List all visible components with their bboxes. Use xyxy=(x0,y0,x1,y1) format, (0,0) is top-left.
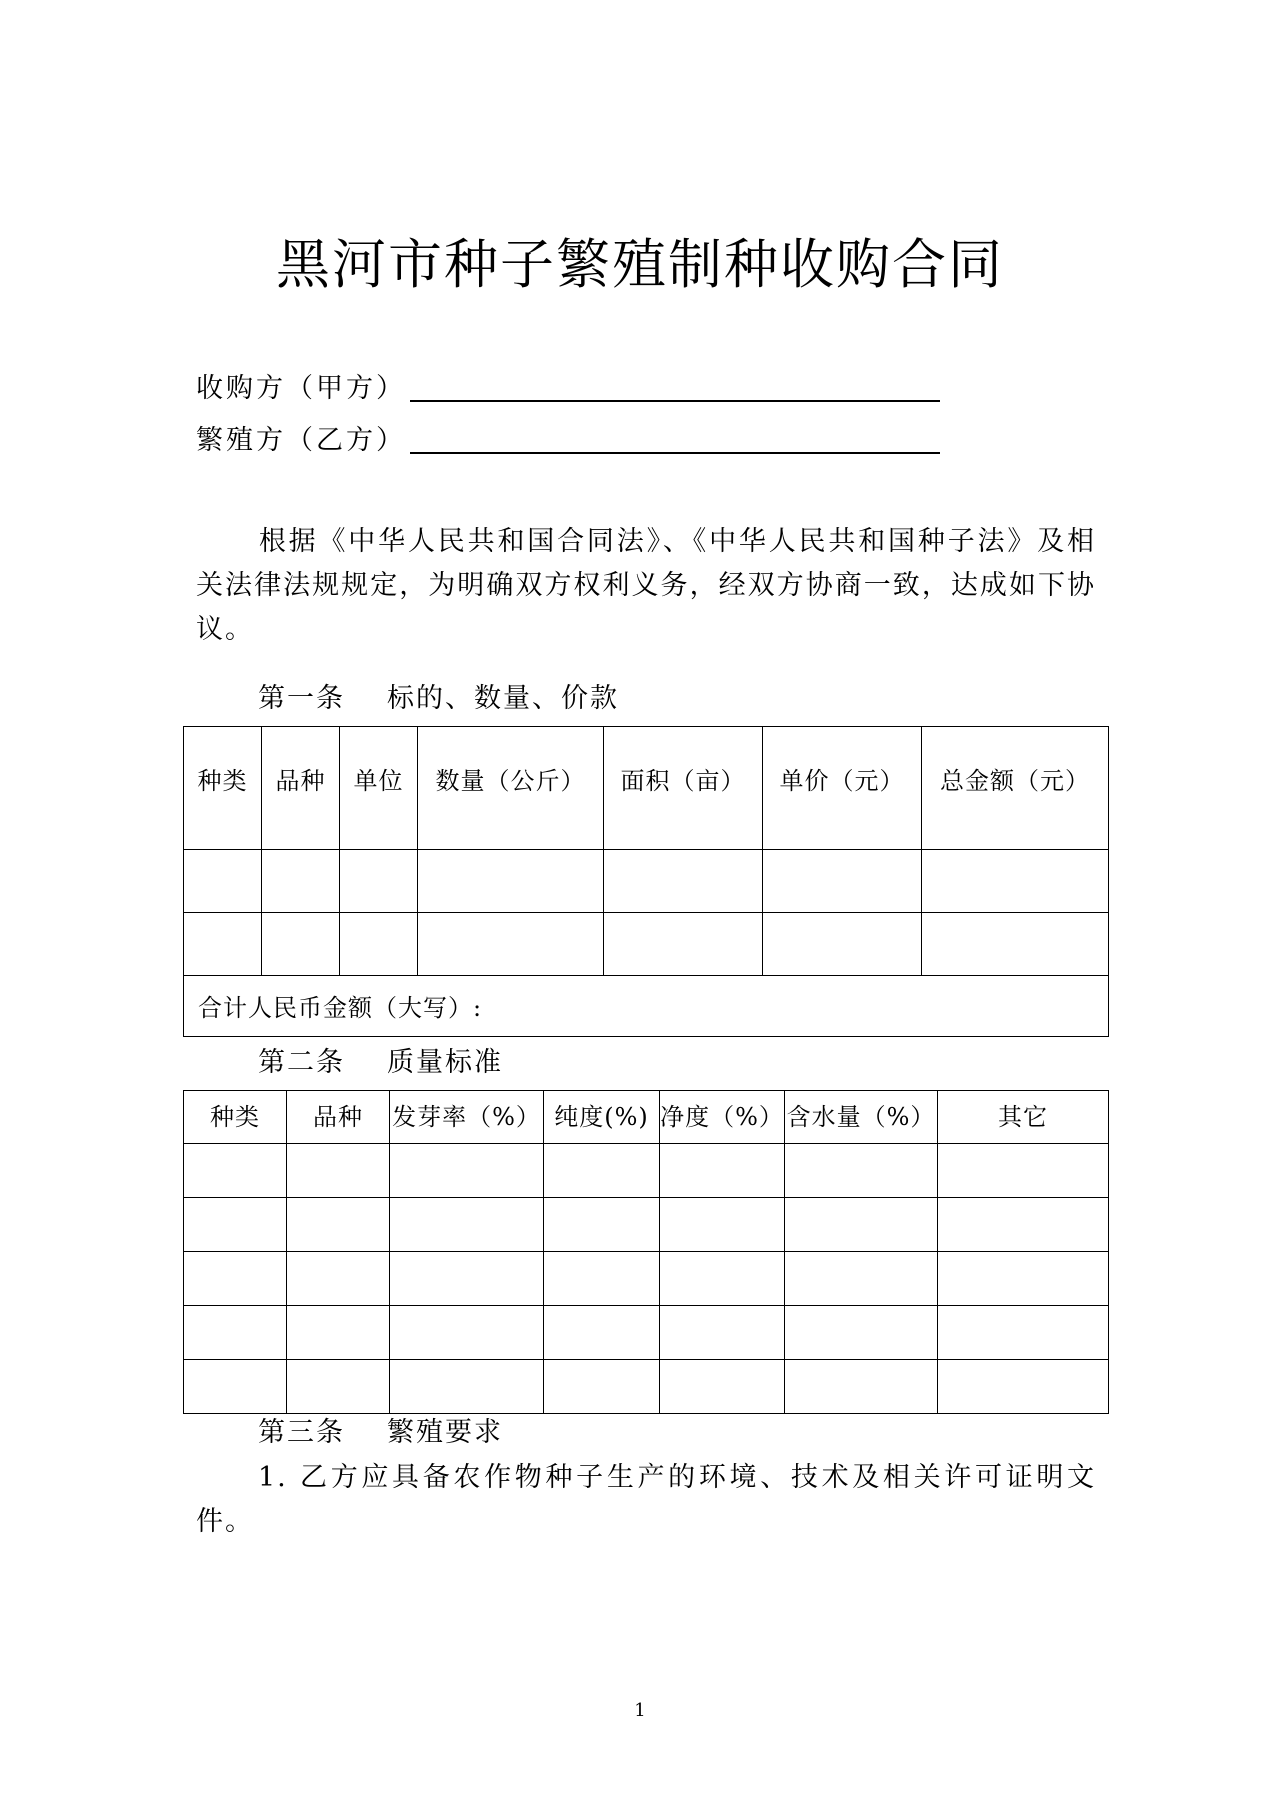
table-cell[interactable] xyxy=(660,1252,785,1306)
table-header-cell: 含水量（%） xyxy=(785,1091,938,1144)
table-cell[interactable] xyxy=(938,1144,1109,1198)
table-cell[interactable] xyxy=(938,1306,1109,1360)
table-cell[interactable] xyxy=(287,1360,390,1414)
total-amount-cell[interactable]: 合计人民币金额（大写）: xyxy=(184,976,1109,1037)
table-cell[interactable] xyxy=(287,1252,390,1306)
article-1-number: 第一条 xyxy=(258,683,345,714)
table-header-cell: 数量（公斤） xyxy=(418,727,604,850)
party-b-blank[interactable] xyxy=(410,452,940,454)
table-header-cell: 净度（%） xyxy=(660,1091,785,1144)
table-cell[interactable] xyxy=(785,1306,938,1360)
table-cell[interactable] xyxy=(287,1198,390,1252)
preamble-paragraph xyxy=(196,520,1096,652)
table-cell[interactable] xyxy=(184,1360,287,1414)
table-cell[interactable] xyxy=(604,850,763,913)
article-2-heading xyxy=(258,1040,503,1079)
table-cell[interactable] xyxy=(660,1306,785,1360)
party-a-label: 收购方（甲方） xyxy=(196,373,406,404)
table-cell[interactable] xyxy=(763,850,922,913)
quality-standard-table xyxy=(183,1090,1109,1414)
article-3-heading xyxy=(258,1410,503,1449)
table-header-cell: 种类 xyxy=(184,727,262,850)
table-row xyxy=(184,913,1109,976)
table-cell[interactable] xyxy=(184,1252,287,1306)
party-a-blank[interactable] xyxy=(410,400,940,402)
table-cell[interactable] xyxy=(184,1198,287,1252)
party-a-row xyxy=(196,366,406,405)
table-cell[interactable] xyxy=(604,913,763,976)
page-number: 1 xyxy=(634,1700,646,1721)
table-row xyxy=(184,1306,1109,1360)
table-cell[interactable] xyxy=(184,1306,287,1360)
table-header-cell: 品种 xyxy=(287,1091,390,1144)
table-row xyxy=(184,1144,1109,1198)
table-cell[interactable] xyxy=(785,1198,938,1252)
table-row xyxy=(184,850,1109,913)
party-b-label: 繁殖方（乙方） xyxy=(196,425,406,456)
table-cell[interactable] xyxy=(544,1198,660,1252)
table-cell[interactable] xyxy=(262,850,340,913)
table-cell[interactable] xyxy=(184,913,262,976)
article-3-number: 第三条 xyxy=(258,1417,345,1448)
table-cell[interactable] xyxy=(785,1360,938,1414)
table-header-cell: 单价（元） xyxy=(763,727,922,850)
table-cell[interactable] xyxy=(785,1252,938,1306)
article-3-title: 繁殖要求 xyxy=(387,1417,503,1448)
article-1-title: 标的、数量、价款 xyxy=(387,683,619,714)
table-cell[interactable] xyxy=(418,850,604,913)
table-cell[interactable] xyxy=(922,913,1109,976)
price-quantity-table xyxy=(183,726,1109,1037)
article-2-title: 质量标准 xyxy=(387,1047,503,1078)
table-header-cell: 单位 xyxy=(340,727,418,850)
table-cell[interactable] xyxy=(763,913,922,976)
table-cell[interactable] xyxy=(544,1306,660,1360)
table-cell[interactable] xyxy=(418,913,604,976)
table-cell[interactable] xyxy=(340,913,418,976)
table-cell[interactable] xyxy=(660,1360,785,1414)
table-header-row xyxy=(184,1091,1109,1144)
total-row xyxy=(184,976,1109,1037)
table-cell[interactable] xyxy=(390,1306,544,1360)
table-cell[interactable] xyxy=(660,1198,785,1252)
table-cell[interactable] xyxy=(287,1144,390,1198)
table-row xyxy=(184,1252,1109,1306)
preamble-text: 根据《中华人民共和国合同法》、《中华人民共和国种子法》及相关法律法规规定，为明确双方权利义务，经双方协商一致，达成如下协议。 xyxy=(196,526,1096,645)
article-1-heading xyxy=(258,676,619,715)
table-cell[interactable] xyxy=(340,850,418,913)
document-title: 黑河市种子繁殖制种收购合同 xyxy=(276,233,1004,296)
table-cell[interactable] xyxy=(922,850,1109,913)
article-2-number: 第二条 xyxy=(258,1047,345,1078)
table-row xyxy=(184,1360,1109,1414)
table-cell[interactable] xyxy=(544,1144,660,1198)
table-header-cell: 发芽率（%） xyxy=(390,1091,544,1144)
table-cell[interactable] xyxy=(544,1360,660,1414)
table-cell[interactable] xyxy=(660,1144,785,1198)
table-header-cell: 种类 xyxy=(184,1091,287,1144)
table-cell[interactable] xyxy=(544,1252,660,1306)
table-header-cell: 纯度(%) xyxy=(544,1091,660,1144)
party-b-row xyxy=(196,418,406,457)
table-header-row xyxy=(184,727,1109,850)
table-cell[interactable] xyxy=(184,850,262,913)
clause-1-paragraph xyxy=(196,1456,1096,1544)
table-cell[interactable] xyxy=(785,1144,938,1198)
table-cell[interactable] xyxy=(938,1360,1109,1414)
table-header-cell: 品种 xyxy=(262,727,340,850)
table-cell[interactable] xyxy=(390,1252,544,1306)
table-cell[interactable] xyxy=(938,1252,1109,1306)
table-row xyxy=(184,1198,1109,1252)
table-cell[interactable] xyxy=(390,1198,544,1252)
table-cell[interactable] xyxy=(390,1144,544,1198)
table-header-cell: 其它 xyxy=(938,1091,1109,1144)
table-cell[interactable] xyxy=(184,1144,287,1198)
table-header-cell: 总金额（元） xyxy=(922,727,1109,850)
table-cell[interactable] xyxy=(938,1198,1109,1252)
table-cell[interactable] xyxy=(287,1306,390,1360)
table-cell[interactable] xyxy=(262,913,340,976)
table-cell[interactable] xyxy=(390,1360,544,1414)
table-header-cell: 面积（亩） xyxy=(604,727,763,850)
clause-1-text: 1. 乙方应具备农作物种子生产的环境、技术及相关许可证明文件。 xyxy=(196,1462,1096,1537)
